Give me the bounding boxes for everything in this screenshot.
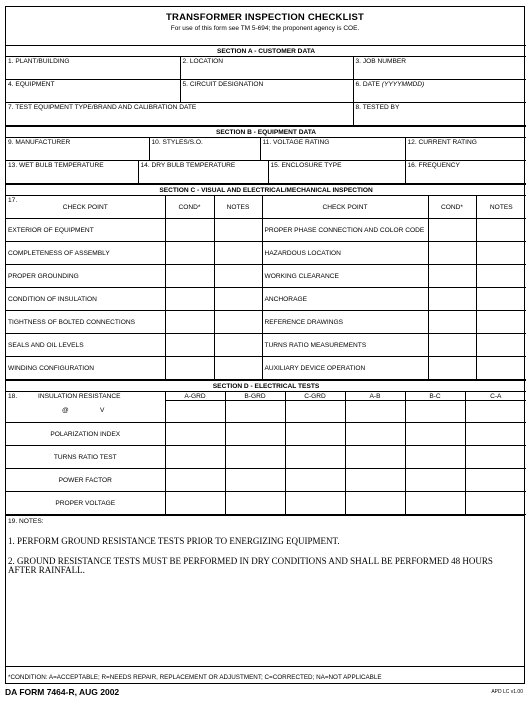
dry-bulb-label: 14. DRY BULB TEMPERATURE — [140, 162, 236, 169]
power-factor-label: POWER FACTOR — [6, 469, 165, 492]
notes-cell[interactable] — [476, 242, 526, 265]
cond-cell[interactable] — [428, 357, 476, 380]
notes-cell[interactable] — [476, 219, 526, 242]
wet-bulb-field[interactable] — [6, 161, 138, 184]
notes-table — [6, 515, 524, 689]
equipment-field[interactable] — [6, 80, 180, 103]
section-d-table — [6, 380, 526, 515]
enclosure-type-field[interactable] — [268, 161, 405, 184]
current-rating-field[interactable] — [405, 138, 526, 161]
cond-col-right: COND* — [428, 196, 476, 219]
test-cell[interactable] — [465, 446, 526, 469]
test-cell[interactable] — [225, 423, 285, 446]
form-title: TRANSFORMER INSPECTION CHECKLIST — [166, 12, 364, 23]
table-row — [6, 492, 526, 515]
section-c-table — [6, 184, 526, 380]
frequency-field[interactable] — [405, 161, 526, 184]
cond-cell[interactable] — [428, 288, 476, 311]
test-cell[interactable] — [465, 469, 526, 492]
table-row — [6, 219, 526, 242]
manufacturer-label: 9. MANUFACTURER — [8, 139, 71, 146]
check-item-left: EXTERIOR OF EQUIPMENT — [6, 219, 165, 242]
tested-by-label: 8. TESTED BY — [355, 104, 400, 111]
table-row — [6, 423, 526, 446]
date-label: 6. DATE — [355, 81, 382, 88]
col-a-b: A-B — [345, 392, 405, 401]
test-cell[interactable] — [165, 446, 225, 469]
notes-cell[interactable] — [476, 334, 526, 357]
check-point-col-right: CHECK POINT — [262, 196, 428, 219]
check-item-left: CONDITION OF INSULATION — [6, 288, 165, 311]
test-equipment-field[interactable] — [6, 103, 353, 126]
polarization-index-label: POLARIZATION INDEX — [6, 423, 165, 446]
col-b-c: B-C — [405, 392, 465, 401]
cond-cell[interactable] — [165, 242, 214, 265]
check-item-right: WORKING CLEARANCE — [262, 265, 428, 288]
test-cell[interactable] — [225, 401, 285, 423]
location-label: 2. LOCATION — [182, 58, 224, 65]
section-c-header: SECTION C - VISUAL AND ELECTRICAL/MECHANICAL INSPECTION — [6, 185, 526, 196]
check-point-col-left: CHECK POINT — [62, 203, 108, 211]
check-item-left: COMPLETENESS OF ASSEMBLY — [6, 242, 165, 265]
cond-cell[interactable] — [165, 357, 214, 380]
table-row — [6, 311, 526, 334]
notes-cell[interactable] — [476, 311, 526, 334]
cond-cell[interactable] — [165, 288, 214, 311]
tested-by-field[interactable] — [353, 103, 526, 126]
test-cell[interactable] — [165, 423, 225, 446]
condition-legend: *CONDITION: A=ACCEPTABLE; R=NEEDS REPAIR, REPLACEMENT OR ADJUSTMENT; C=CORRECTED; NA=NOT APPLICABLE — [6, 667, 524, 689]
table-row — [6, 242, 526, 265]
test-cell[interactable] — [285, 492, 345, 515]
notes-cell[interactable] — [214, 334, 262, 357]
notes-cell[interactable] — [476, 288, 526, 311]
frequency-label: 16. FREQUENCY — [407, 162, 460, 169]
check-item-right: AUXILIARY DEVICE OPERATION — [262, 357, 428, 380]
cond-cell[interactable] — [165, 219, 214, 242]
form-subtitle: For use of this form see TM 5-694; the proponent agency is COE. — [170, 25, 360, 32]
styles-so-field[interactable] — [149, 138, 260, 161]
notes-cell[interactable] — [214, 219, 262, 242]
wet-bulb-label: 13. WET BULB TEMPERATURE — [8, 162, 104, 169]
test-cell[interactable] — [345, 492, 405, 515]
notes-col-left: NOTES — [214, 196, 262, 219]
test-cell[interactable] — [225, 446, 285, 469]
form-number: DA FORM 7464-R, AUG 2002 — [5, 687, 120, 697]
col-a-grd: A-GRD — [165, 392, 225, 401]
cond-col-left: COND* — [165, 196, 214, 219]
check-item-right: PROPER PHASE CONNECTION AND COLOR CODE — [262, 219, 428, 242]
item-18-number: 18. — [8, 393, 18, 400]
notes-cell[interactable] — [214, 288, 262, 311]
test-cell[interactable] — [345, 423, 405, 446]
table-row — [6, 265, 526, 288]
cond-cell[interactable] — [428, 334, 476, 357]
notes-cell[interactable] — [214, 265, 262, 288]
test-cell[interactable] — [345, 446, 405, 469]
table-row — [6, 357, 526, 380]
test-cell[interactable] — [405, 401, 465, 423]
test-cell[interactable] — [285, 423, 345, 446]
test-cell[interactable] — [165, 492, 225, 515]
dry-bulb-field[interactable] — [138, 161, 268, 184]
test-cell[interactable] — [465, 423, 526, 446]
test-cell[interactable] — [225, 469, 285, 492]
test-cell[interactable] — [465, 492, 526, 515]
test-cell[interactable] — [405, 423, 465, 446]
test-cell[interactable] — [225, 492, 285, 515]
section-a-header: SECTION A - CUSTOMER DATA — [6, 46, 526, 57]
voltage-rating-label: 11. VOLTAGE RATING — [262, 139, 330, 146]
at-symbol: @ — [62, 407, 69, 414]
test-equipment-label: 7. TEST EQUIPMENT TYPE/BRAND AND CALIBRATION DATE — [8, 104, 197, 111]
location-field[interactable] — [180, 57, 353, 80]
notes-cell[interactable] — [476, 265, 526, 288]
current-rating-label: 12. CURRENT RATING — [407, 139, 477, 146]
plant-building-field[interactable] — [6, 57, 180, 80]
item-17-number: 17. — [8, 197, 18, 204]
styles-so-label: 10. STYLES/S.O. — [151, 139, 203, 146]
table-row — [6, 288, 526, 311]
circuit-designation-label: 5. CIRCUIT DESIGNATION — [182, 81, 264, 88]
cond-cell[interactable] — [428, 219, 476, 242]
section-b-header: SECTION B - EQUIPMENT DATA — [6, 127, 526, 138]
test-cell[interactable] — [345, 401, 405, 423]
enclosure-type-label: 15. ENCLOSURE TYPE — [270, 162, 342, 169]
check-item-left: TIGHTNESS OF BOLTED CONNECTIONS — [6, 311, 165, 334]
table-row — [6, 334, 526, 357]
date-field[interactable] — [353, 80, 526, 103]
test-cell[interactable] — [285, 469, 345, 492]
test-cell[interactable] — [285, 446, 345, 469]
proper-voltage-label: PROPER VOLTAGE — [6, 492, 165, 515]
section-d-header: SECTION D - ELECTRICAL TESTS — [6, 381, 526, 392]
test-cell[interactable] — [285, 401, 345, 423]
check-item-left: WINDING CONFIGURATION — [6, 357, 165, 380]
insulation-resistance-header — [6, 392, 165, 423]
cond-cell[interactable] — [428, 242, 476, 265]
cond-cell[interactable] — [165, 334, 214, 357]
col-c-grd: C-GRD — [285, 392, 345, 401]
cond-cell[interactable] — [428, 265, 476, 288]
check-item-right: REFERENCE DRAWINGS — [262, 311, 428, 334]
check-item-left: SEALS AND OIL LEVELS — [6, 334, 165, 357]
voltage-rating-field[interactable] — [260, 138, 405, 161]
table-row — [6, 469, 526, 492]
manufacturer-field[interactable] — [6, 138, 149, 161]
test-cell[interactable] — [165, 469, 225, 492]
insulation-resistance-label: INSULATION RESISTANCE — [38, 393, 121, 400]
test-cell[interactable] — [405, 469, 465, 492]
section-a-table — [6, 45, 526, 126]
form-version: APD LC v1.00 — [491, 689, 523, 695]
job-number-field[interactable] — [353, 57, 526, 80]
check-point-header-left — [6, 196, 165, 219]
cond-cell[interactable] — [428, 311, 476, 334]
notes-cell[interactable] — [214, 242, 262, 265]
table-row — [6, 446, 526, 469]
volts-label: V — [100, 407, 105, 414]
cond-cell[interactable] — [165, 311, 214, 334]
job-number-label: 3. JOB NUMBER — [355, 58, 407, 65]
turns-ratio-test-label: TURNS RATIO TEST — [6, 446, 165, 469]
section-b-table — [6, 126, 526, 184]
notes-label: 19. NOTES: — [8, 518, 44, 525]
notes-col-right: NOTES — [476, 196, 526, 219]
circuit-designation-field[interactable] — [180, 80, 353, 103]
test-cell[interactable] — [405, 446, 465, 469]
notes-cell[interactable] — [214, 357, 262, 380]
col-c-a: C-A — [465, 392, 526, 401]
note-2: 2. GROUND RESISTANCE TESTS MUST BE PERFORMED IN DRY CONDITIONS AND SHALL BE PERFORMED 48 HOURS AFTER RAINFALL. — [8, 555, 493, 575]
notes-cell[interactable] — [214, 311, 262, 334]
date-format-hint: (YYYYMMDD) — [381, 81, 425, 88]
col-b-grd: B-GRD — [225, 392, 285, 401]
note-1: 1. PERFORM GROUND RESISTANCE TESTS PRIOR TO ENERGIZING EQUIPMENT. — [8, 536, 340, 546]
equipment-label: 4. EQUIPMENT — [8, 81, 55, 88]
notes-field[interactable] — [6, 516, 524, 667]
test-cell[interactable] — [465, 401, 526, 423]
test-cell[interactable] — [165, 401, 225, 423]
notes-cell[interactable] — [476, 357, 526, 380]
check-item-right: TURNS RATIO MEASUREMENTS — [262, 334, 428, 357]
check-item-right: ANCHORAGE — [262, 288, 428, 311]
plant-building-label: 1. PLANT/BUILDING — [8, 58, 70, 65]
check-item-right: HAZARDOUS LOCATION — [262, 242, 428, 265]
cond-cell[interactable] — [165, 265, 214, 288]
check-item-left: PROPER GROUNDING — [6, 265, 165, 288]
inspection-form — [5, 6, 525, 684]
test-cell[interactable] — [405, 492, 465, 515]
test-cell[interactable] — [345, 469, 405, 492]
